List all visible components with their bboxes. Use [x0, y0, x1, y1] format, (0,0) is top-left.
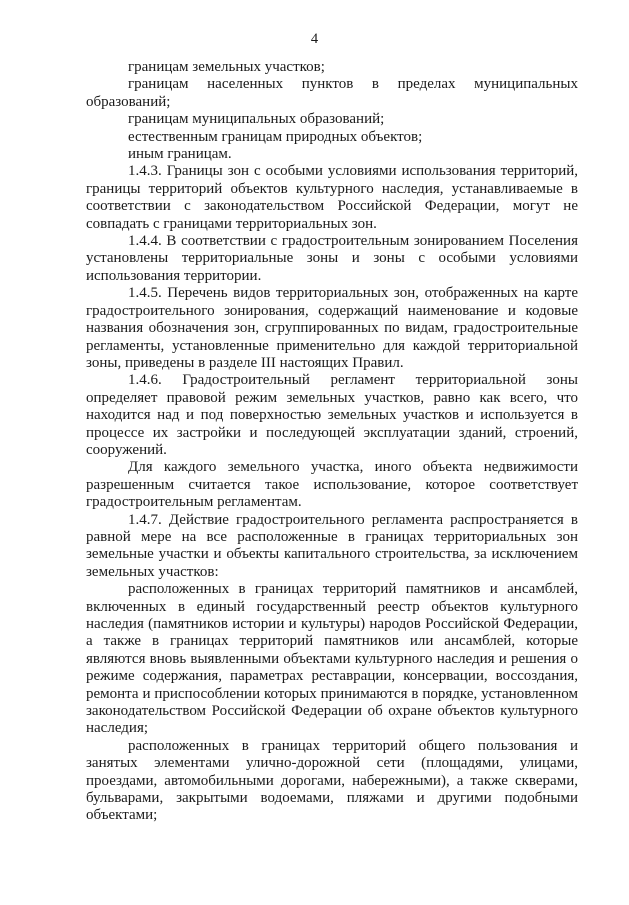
paragraph-1-4-6: 1.4.6. Градостроительный регламент территориальной зоны определяет правовой режим земельных участков, равно как всего, что находится над и под поверхностью земельных участков и используется в процессе их застройки и последующей эксплуатации зданий, строений, сооружений.	[86, 372, 578, 458]
paragraph-list-item-land-plots: границам земельных участков;	[128, 59, 325, 75]
paragraph-list-item-other: иным границам.	[128, 146, 232, 163]
paragraph-1-4-7: 1.4.7. Действие градостроительного регламента распространяется в равной мере на все расположенные в границах территориальных зон земельные участки и объекты капитального строительства, за исключением земельных участков:	[86, 511, 578, 580]
paragraph-1-4-5: 1.4.5. Перечень видов территориальных зон, отображенных на карте градостроительного зонирования, содержащий наименование и кодовые названия обозначения зон, сгруппированных по видам, градостроительные регламенты, установленные применительно для каждой территориальной зоны, приведены в разделе III настоящих Правил.	[86, 285, 578, 371]
paragraph-list-item-natural: естественным границам природных объектов;	[128, 128, 423, 145]
paragraph-list-item-settlements: границам населенных пунктов в пределах муниципальных образований;	[86, 76, 578, 110]
paragraph-exception-public-use: расположенных в границах территорий общего пользования и занятых элементами улично-дорожной сети (площадями, улицами, проездами, автомобильными дорогами, набережными), а также скверами, бульварами, закрытыми водоемами, пляжами и другими подобными объектами;	[86, 737, 578, 824]
paragraph-exception-heritage: расположенных в границах территорий памятников и ансамблей, включенных в единый государственный реестр объектов культурного наследия (памятников истории и культуры) народов Российской Федерации, а также в границах территорий памятников или ансамблей, которые являются вновь выявленными объектами культурного наследия и решения о режиме содержания, параметрах реставрации, консервации, воссоздания, ремонта и приспособлении которых принимаются в порядке, установленном законодательством Российской Федерации об охране объектов культурного наследия;	[86, 581, 578, 737]
document-body	[86, 59, 578, 825]
paragraph-list-item-municipal: границам муниципальных образований;	[128, 111, 385, 128]
paragraph-permitted-use: Для каждого земельного участка, иного объекта недвижимости разрешенным считается такое использование, которое соответствует градостроительным регламентам.	[86, 459, 578, 511]
paragraph-1-4-4: 1.4.4. В соответствии с градостроительным зонированием Поселения установлены территориальные зоны и зоны с особыми условиями использования территории.	[86, 233, 578, 284]
paragraph-1-4-3: 1.4.3. Границы зон с особыми условиями использования территорий, границы территорий объектов культурного наследия, устанавливаемые в соответствии с законодательством Российской Федерации, могут не совпадать с границами территориальных зон.	[86, 163, 578, 232]
page-number: 4	[310, 31, 319, 47]
